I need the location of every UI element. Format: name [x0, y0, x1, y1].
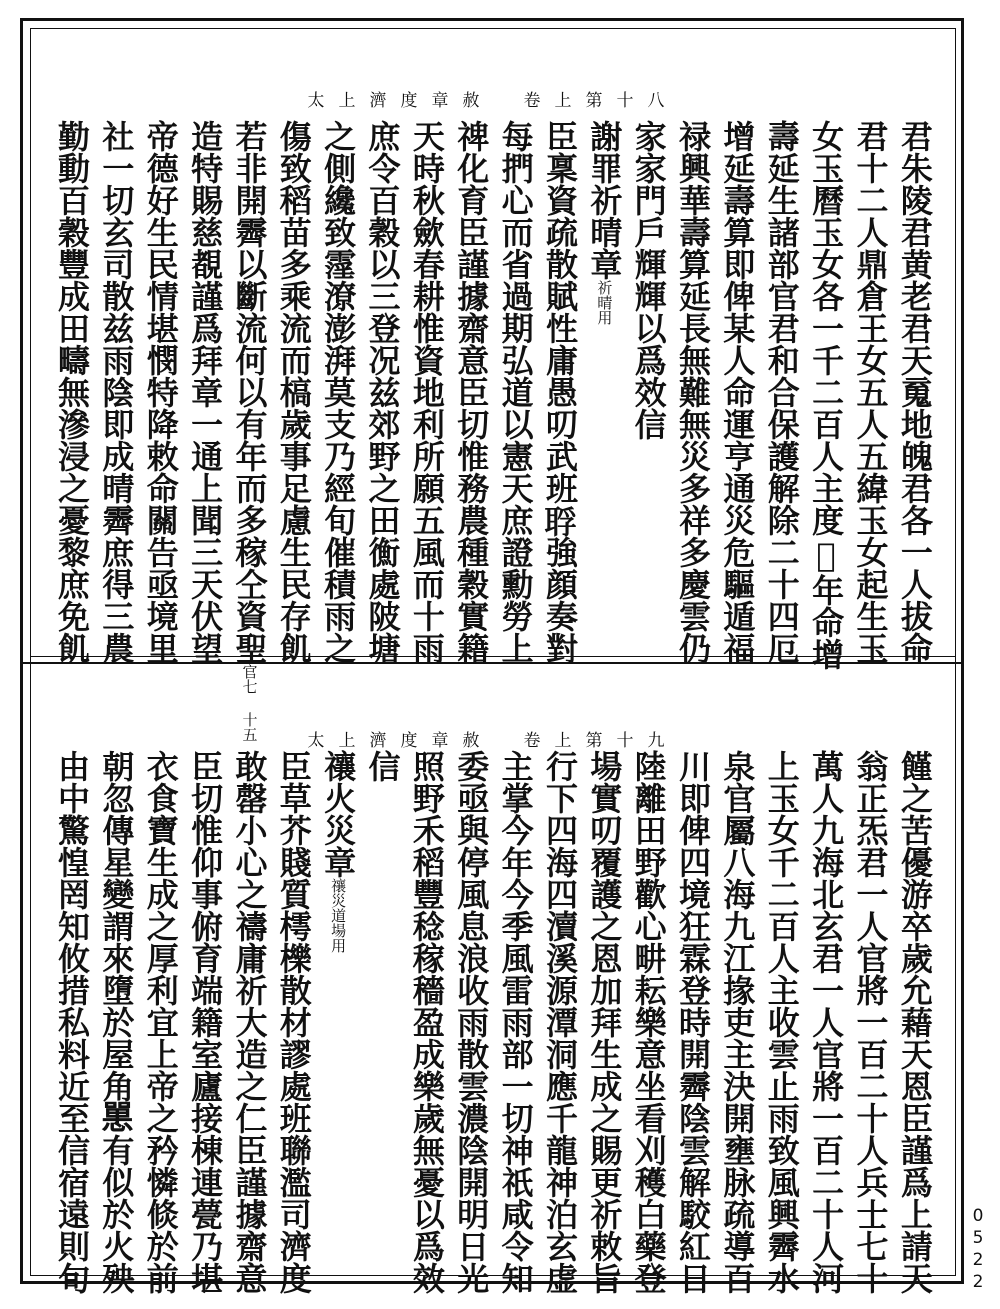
top-header-volume: 卷上第十八 — [523, 91, 679, 111]
column-note: 禳災道場用 — [329, 878, 348, 953]
text-column — [316, 120, 359, 664]
text-column — [272, 750, 315, 1294]
column-text: 家家門戶輝輝以爲效信 — [629, 120, 668, 440]
column-text: 由中驚惶罔知攸措私料近至信宿遠則旬 — [53, 750, 91, 1294]
column-text: 臣切惟仰事俯育端籍室廬接棟連甍乃堪 — [186, 750, 225, 1294]
column-text: 場實叨覆護之恩加拜生成之賜更祈敕旨 — [585, 750, 624, 1294]
text-column — [715, 120, 758, 664]
text-column — [582, 120, 625, 640]
text-column — [627, 120, 670, 640]
text-column — [760, 750, 803, 1294]
column-text: 上玉女千二百人主收雲止雨致風興霽水 — [762, 750, 801, 1294]
text-column — [50, 120, 93, 664]
text-column — [538, 120, 581, 664]
text-column — [804, 750, 847, 1294]
text-column — [405, 120, 448, 664]
text-column — [227, 750, 270, 1294]
text-column — [582, 750, 625, 1294]
text-column — [494, 120, 537, 664]
bottom-text-columns — [50, 750, 936, 1294]
top-panel-header — [40, 86, 946, 111]
text-column — [671, 750, 714, 1294]
text-column — [893, 120, 936, 664]
column-text: 行下四海四瀆溪源潭洞應千龍神泊玄虚 — [540, 750, 579, 1294]
text-column — [139, 120, 182, 664]
column-text: 帝德好生民情堪憫特降敕命關告亟境里 — [141, 120, 180, 664]
column-text: 造特賜慈覩謹爲拜章一通上聞三天伏望 — [186, 120, 225, 664]
text-column — [494, 750, 537, 1294]
bottom-header-volume: 卷上第十九 — [523, 731, 679, 751]
column-text: 泉官屬八海九江掾吏主決開壅脉疏導百 — [718, 750, 757, 1294]
text-column — [361, 750, 404, 1260]
column-text: 勤動百穀豐成田疇無滲浸之憂黎庶免飢 — [53, 120, 91, 664]
bottom-panel-header — [40, 726, 946, 751]
column-text: 翁正炁君一人官將一百二十人兵士七十 — [851, 750, 890, 1294]
text-column — [760, 120, 803, 664]
column-text: 朝忽傳星變謂來墮於屋角𢠸有似於火殃 — [97, 750, 136, 1294]
text-column — [183, 120, 226, 664]
column-text: 君十二人鼎倉王女五人五緯玉女起生玉 — [851, 120, 890, 664]
text-column — [227, 120, 270, 742]
bottom-header-title: 太上濟度章赦 — [307, 731, 494, 751]
column-text: 禄興華壽算延長無難無災多祥多慶雲仍 — [674, 120, 713, 664]
page-number: 0522 — [968, 1206, 988, 1294]
text-column — [50, 750, 93, 1294]
text-column — [848, 120, 891, 664]
bottom-panel — [40, 676, 946, 1294]
text-column — [94, 120, 137, 664]
text-column — [272, 120, 315, 664]
column-text: 增延壽算即俾某人命運亨通災危驅遁福 — [718, 120, 757, 664]
column-text: 社一切玄司散兹雨陰即成晴霽庶得三農 — [97, 120, 136, 664]
column-text: 信 — [363, 750, 402, 782]
text-column — [848, 750, 891, 1294]
column-text: 之側纔致霪潦澎湃莫支乃經旬催積雨之 — [319, 120, 358, 664]
text-column — [316, 750, 359, 1260]
column-text: 敢罄小心之禱庸祈大造之仁臣謹據齋意 — [230, 750, 269, 1294]
column-text: 川即俾四境狂霖登時開霽陰雲解駮紅日 — [674, 750, 713, 1294]
text-column — [627, 750, 670, 1294]
text-column — [361, 120, 404, 664]
column-text: 饉之苦優游卒歲允藉天恩臣謹爲上請天 — [895, 750, 934, 1294]
column-text: 委亟與停風息浪收雨散雲濃陰開明日光 — [452, 750, 491, 1294]
column-text: 天時秋歛春耕惟資地利所願五風而十雨 — [407, 120, 446, 664]
text-column — [671, 120, 714, 664]
column-text: 若非開霽以斷流何以有年而多稼仝資聖 — [230, 120, 269, 664]
text-column — [449, 750, 492, 1294]
text-column — [183, 750, 226, 1294]
top-header-title: 太上濟度章赦 — [307, 91, 494, 111]
column-note: 祈晴用 — [595, 280, 614, 325]
column-text: 萬人九海北玄君一人官將一百二十人河 — [807, 750, 846, 1294]
column-text: 陸離田野歡心畊耘樂意坐看刈穫白藥登 — [629, 750, 668, 1294]
column-text: 每捫心而省過期弘道以憲天庶證勳勞上 — [496, 120, 535, 664]
text-column — [804, 120, 847, 670]
text-column — [139, 750, 182, 1294]
column-note: 官七 十五 — [240, 664, 259, 742]
text-column — [449, 120, 492, 664]
column-text: 禆化育臣謹據齋意臣切惟務農種穀實籍 — [452, 120, 491, 664]
text-column — [893, 750, 936, 1294]
column-text: 庶令百穀以三登况兹郊野之田𢖍處陂塘 — [363, 120, 402, 664]
column-text: 傷致稻苗多乘流而槁歲事足慮生民存飢 — [274, 120, 313, 664]
column-text: 照野禾稻豐稔稼穡盈成樂歲無憂以爲效 — [407, 750, 446, 1294]
column-text: 壽延生諸部官君和合保護解除二十四厄 — [762, 120, 801, 664]
column-text: 禳火災章 — [319, 750, 358, 878]
column-text: 衣食寶生成之厚利宜上帝之矜憐倐於前 — [141, 750, 180, 1294]
column-text: 臣草芥賤質樗櫟散材謬處班聯濫司濟度 — [274, 750, 313, 1294]
text-column — [405, 750, 448, 1294]
column-text: 女玉曆玉女各一千二百人主度𢛯年命增 — [807, 120, 846, 670]
text-column — [94, 750, 137, 1294]
text-column — [715, 750, 758, 1294]
column-text: 君朱陵君黄老君天䰟地魄君各一人拔命 — [895, 120, 934, 664]
column-text: 臣稟資疏散賦性庸愚叨武班𦖀強顔奏對 — [540, 120, 579, 664]
column-text: 謝罪祈晴章 — [585, 120, 624, 280]
text-column — [538, 750, 581, 1294]
column-text: 主掌今年今季風雷雨部一切神祇咸令知 — [496, 750, 535, 1294]
